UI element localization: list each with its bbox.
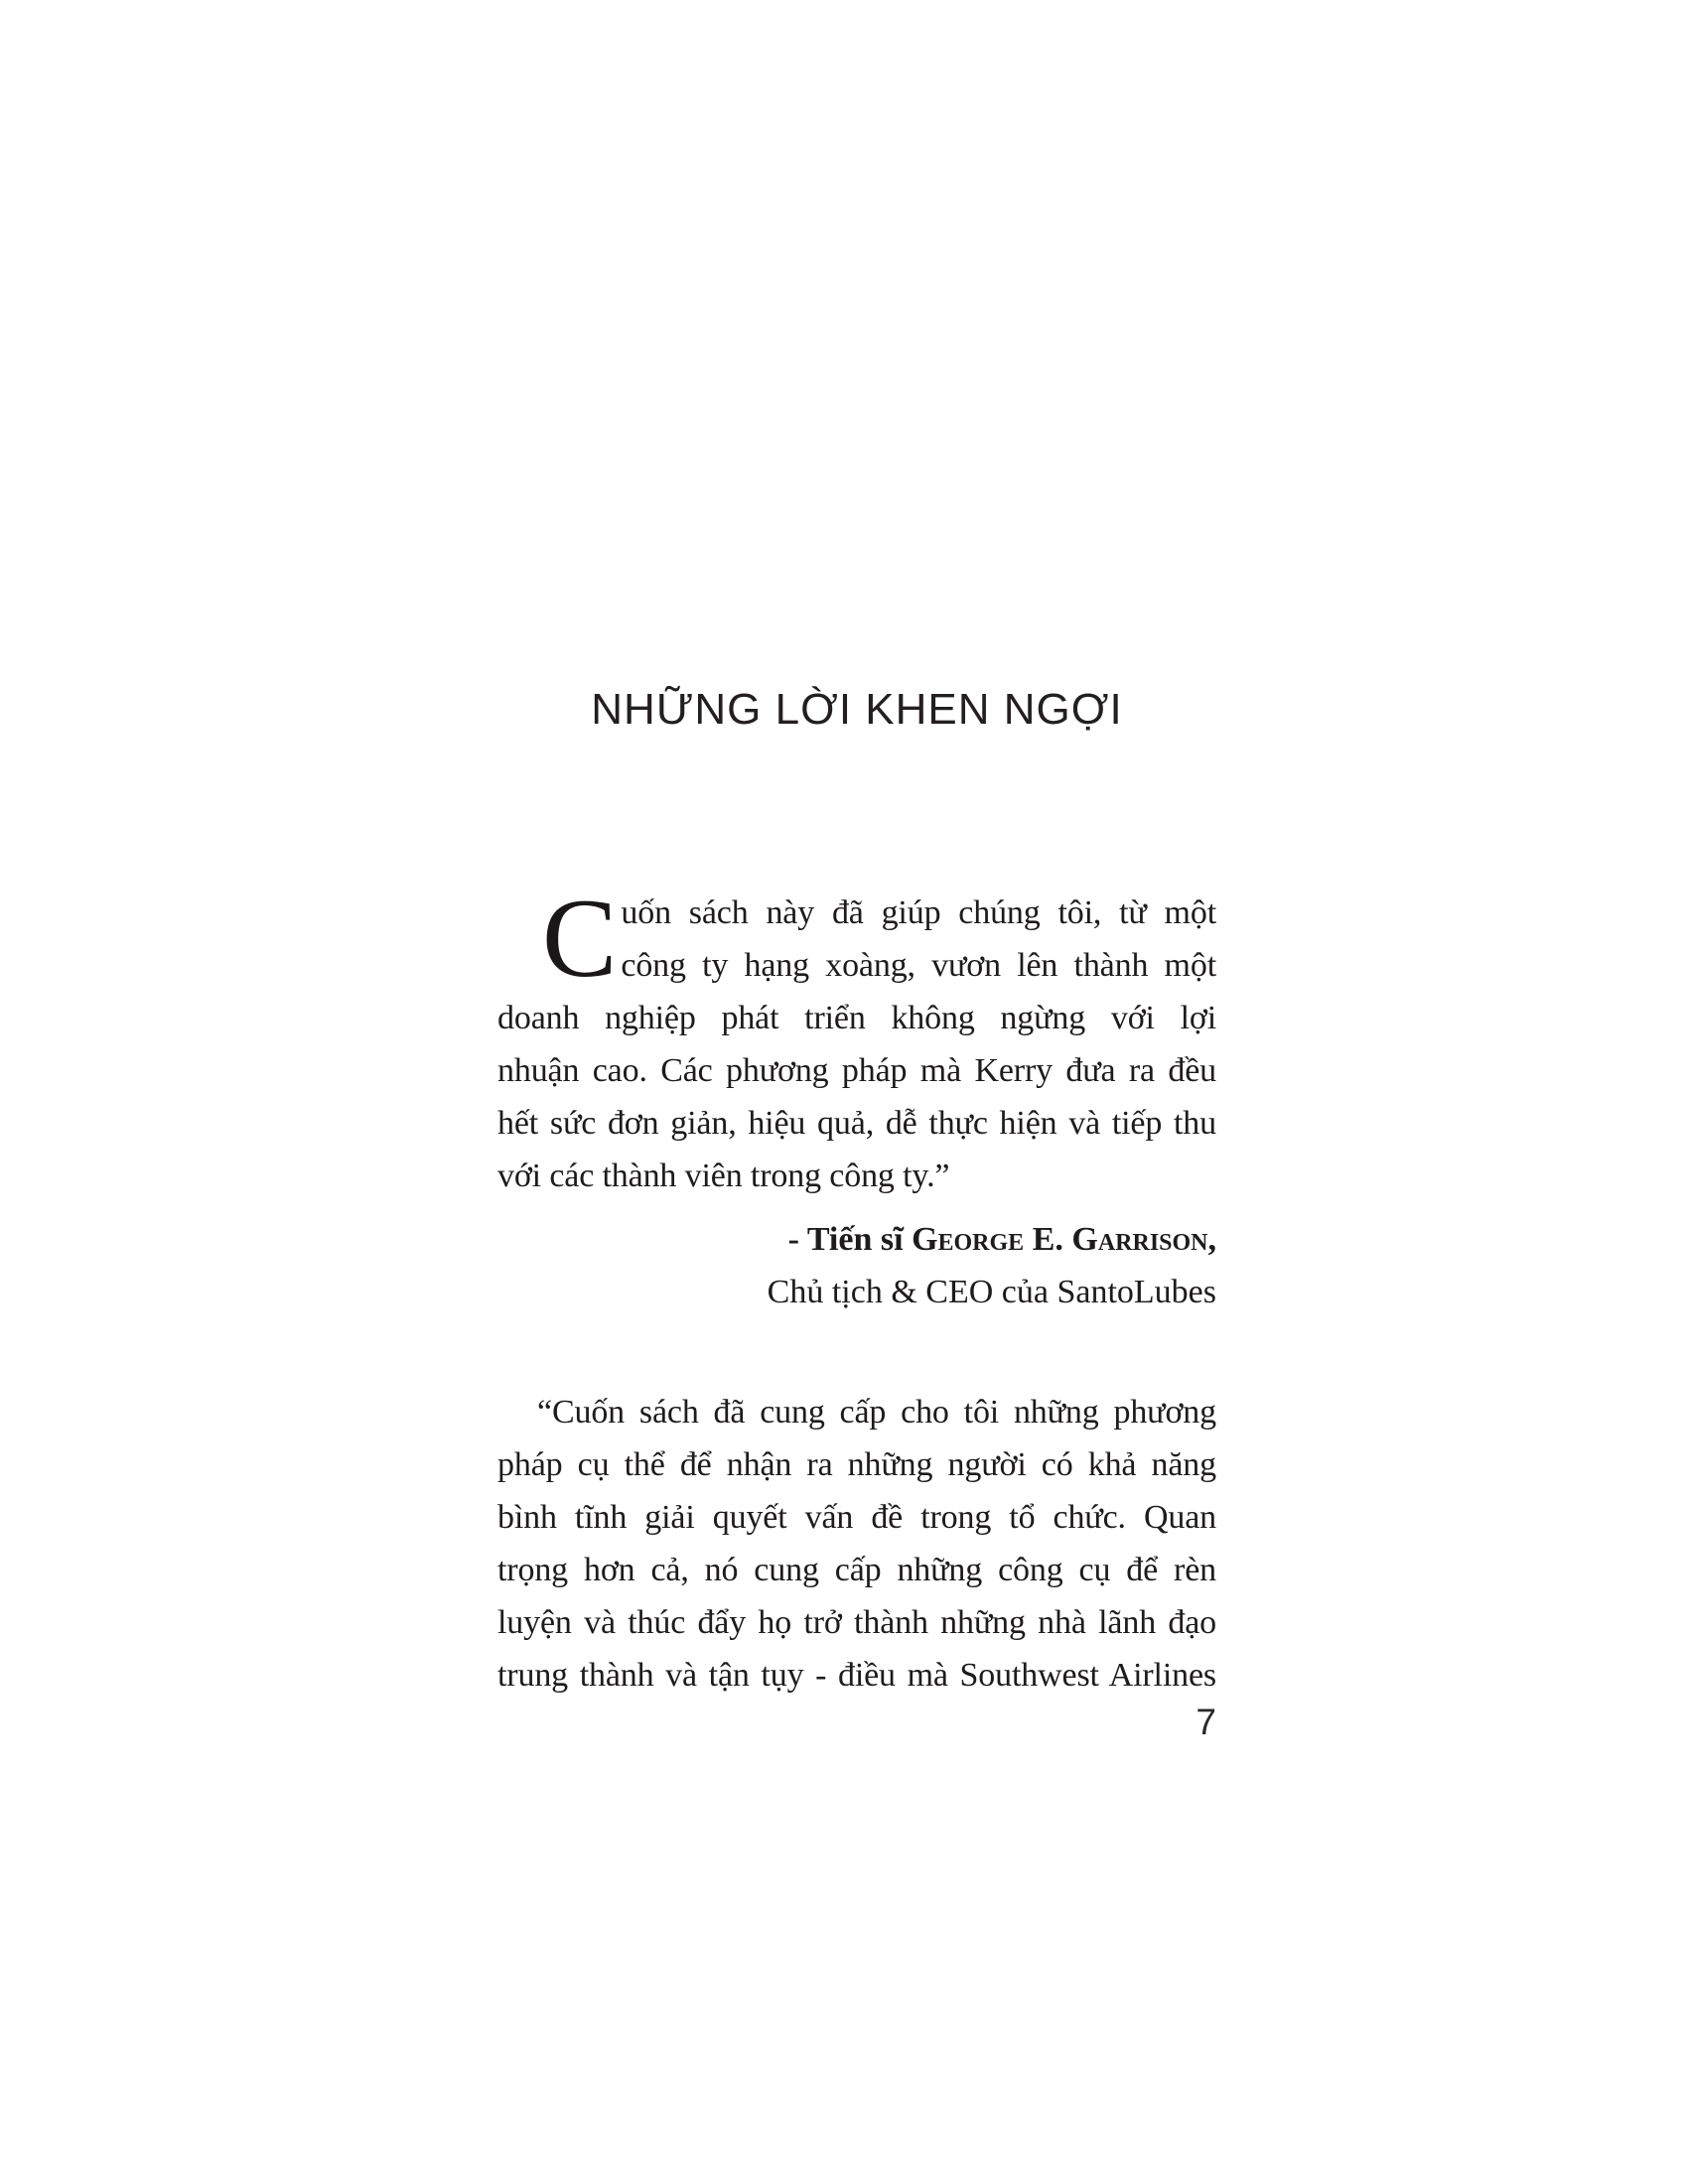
author-suffix: ,: [1207, 1221, 1216, 1258]
text-line: nhuận cao. Các phương pháp mà Kerry đưa ra đều: [497, 1052, 1216, 1089]
text-line: uốn sách này đã giúp chúng tôi, từ một: [621, 894, 1216, 931]
text-line: hết sức đơn giản, hiệu quả, dễ thực hiện và tiếp thu: [497, 1105, 1216, 1142]
author-role: Chủ tịch & CEO của SantoLubes: [767, 1274, 1216, 1310]
text-line: với các thành viên trong công ty.”: [497, 1158, 950, 1194]
text-line: pháp cụ thể để nhận ra những người có khả năng: [497, 1446, 1216, 1483]
author-prefix: - Tiến sĩ: [787, 1221, 913, 1258]
text-line: bình tĩnh giải quyết vấn đề trong tổ chức. Quan: [497, 1499, 1216, 1536]
text-line: trọng hơn cả, nó cung cấp những công cụ để rèn: [497, 1552, 1216, 1588]
page-number: 7: [1196, 1702, 1216, 1742]
testimonial-1: [497, 877, 1216, 1202]
text-line: trung thành và tận tụy - điều mà Southwest Airlines: [497, 1657, 1216, 1694]
page-title: NHỮNG LỜI KHEN NGỢI: [591, 685, 1123, 734]
text-line: công ty hạng xoàng, vươn lên thành một: [621, 947, 1216, 984]
author-name: George E. Garrison: [912, 1221, 1208, 1258]
drop-cap: C: [542, 877, 618, 1001]
text-line: luyện và thúc đẩy họ trở thành những nhà lãnh đạo: [497, 1604, 1216, 1641]
author-line: [497, 1213, 1216, 1266]
testimonial-1-attribution: [497, 1213, 1216, 1318]
testimonial-2: [497, 1386, 1216, 1702]
text-line: “Cuốn sách đã cung cấp cho tôi những phương: [537, 1394, 1216, 1431]
text-line: doanh nghiệp phát triển không ngừng với lợi: [497, 1000, 1216, 1036]
